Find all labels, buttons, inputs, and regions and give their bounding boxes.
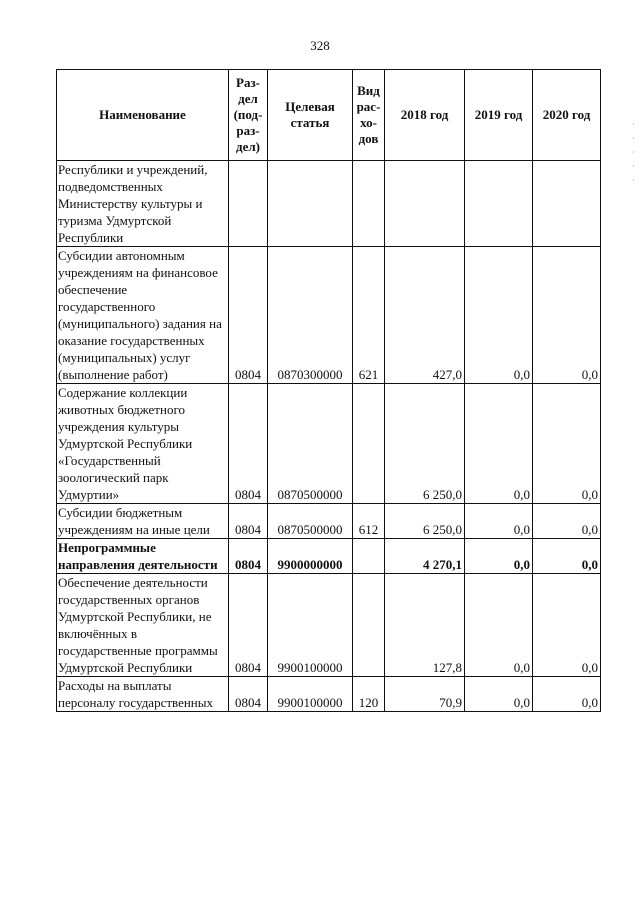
header-2020: 2020 год <box>533 70 601 161</box>
header-kind-line: хо- <box>360 115 377 130</box>
cell-name: Субсидии автономным учреждениям на финансовое обеспечение государственного (муниципального) задания на оказание государственных (муниципальных) услуг (выполнение работ) <box>57 247 229 384</box>
header-kind-line: рас- <box>356 99 381 114</box>
cell-name: Обеспечение деятельности государственных органов Удмуртской Республики, не включённых в государственные программы Удмуртской Республики <box>57 574 229 677</box>
table-row <box>57 161 601 247</box>
cell-kind: 621 <box>353 247 385 384</box>
cell-2018 <box>385 161 465 247</box>
cell-2020: 0,0 <box>533 504 601 539</box>
header-target <box>268 70 353 161</box>
cell-2018: 6 250,0 <box>385 504 465 539</box>
table-row <box>57 574 601 677</box>
cell-target: 9900100000 <box>268 574 353 677</box>
cell-2019: 0,0 <box>465 677 533 712</box>
header-row <box>57 70 601 161</box>
cell-2020: 0,0 <box>533 384 601 504</box>
cell-2018: 70,9 <box>385 677 465 712</box>
table-row <box>57 384 601 504</box>
header-kind-line: дов <box>358 131 379 146</box>
cell-section: 0804 <box>229 677 268 712</box>
cell-kind <box>353 574 385 677</box>
table-row <box>57 247 601 384</box>
cell-2019: 0,0 <box>465 539 533 574</box>
cell-2019: 0,0 <box>465 504 533 539</box>
header-section-line: (под- <box>233 107 263 122</box>
header-section <box>229 70 268 161</box>
cell-2020: 0,0 <box>533 247 601 384</box>
header-target-line: статья <box>290 115 330 130</box>
cell-2018: 427,0 <box>385 247 465 384</box>
cell-2020: 0,0 <box>533 574 601 677</box>
cell-section: 0804 <box>229 504 268 539</box>
cell-2019: 0,0 <box>465 384 533 504</box>
cell-2018: 4 270,1 <box>385 539 465 574</box>
cell-kind <box>353 539 385 574</box>
cell-2019: 0,0 <box>465 247 533 384</box>
cell-2020 <box>533 161 601 247</box>
cell-2018: 127,8 <box>385 574 465 677</box>
header-section-line: Раз- <box>236 75 260 90</box>
cell-target: 0870300000 <box>268 247 353 384</box>
header-2018: 2018 год <box>385 70 465 161</box>
header-kind-line: Вид <box>357 83 380 98</box>
header-2019: 2019 год <box>465 70 533 161</box>
cell-kind <box>353 161 385 247</box>
cell-2020: 0,0 <box>533 539 601 574</box>
cell-name: Содержание коллекции животных бюджетного учреждения культуры Удмуртской Республики «Государственный зоологический парк Удмуртии» <box>57 384 229 504</box>
page-number: 328 <box>310 38 330 53</box>
cell-name: Расходы на выплаты персоналу государственных <box>57 677 229 712</box>
cell-section: 0804 <box>229 247 268 384</box>
budget-table <box>56 69 601 712</box>
cell-section: 0804 <box>229 384 268 504</box>
cell-target <box>268 161 353 247</box>
header-section-line: раз- <box>236 123 260 138</box>
cell-name: Субсидии бюджетным учреждениям на иные цели <box>57 504 229 539</box>
cell-kind <box>353 384 385 504</box>
cell-2019 <box>465 161 533 247</box>
cell-name: Непрограммные направления деятельности <box>57 539 229 574</box>
cell-section: 0804 <box>229 539 268 574</box>
table-row <box>57 539 601 574</box>
cell-section <box>229 161 268 247</box>
cell-section: 0804 <box>229 574 268 677</box>
cell-target: 9900000000 <box>268 539 353 574</box>
table-row <box>57 504 601 539</box>
cell-2019: 0,0 <box>465 574 533 677</box>
table-row <box>57 677 601 712</box>
header-name: Наименование <box>57 70 229 161</box>
cell-2020: 0,0 <box>533 677 601 712</box>
cell-kind: 612 <box>353 504 385 539</box>
table-body <box>57 161 601 712</box>
header-section-line: дел <box>238 91 258 106</box>
header-kind <box>353 70 385 161</box>
scan-edge-marks: · · · · · <box>632 120 635 185</box>
header-section-line: дел) <box>236 139 260 154</box>
cell-name: Республики и учреждений, подведомственных Министерству культуры и туризма Удмуртской Республики <box>57 161 229 247</box>
cell-2018: 6 250,0 <box>385 384 465 504</box>
cell-target: 9900100000 <box>268 677 353 712</box>
cell-kind: 120 <box>353 677 385 712</box>
cell-target: 0870500000 <box>268 384 353 504</box>
cell-target: 0870500000 <box>268 504 353 539</box>
header-target-line: Целевая <box>285 99 335 114</box>
